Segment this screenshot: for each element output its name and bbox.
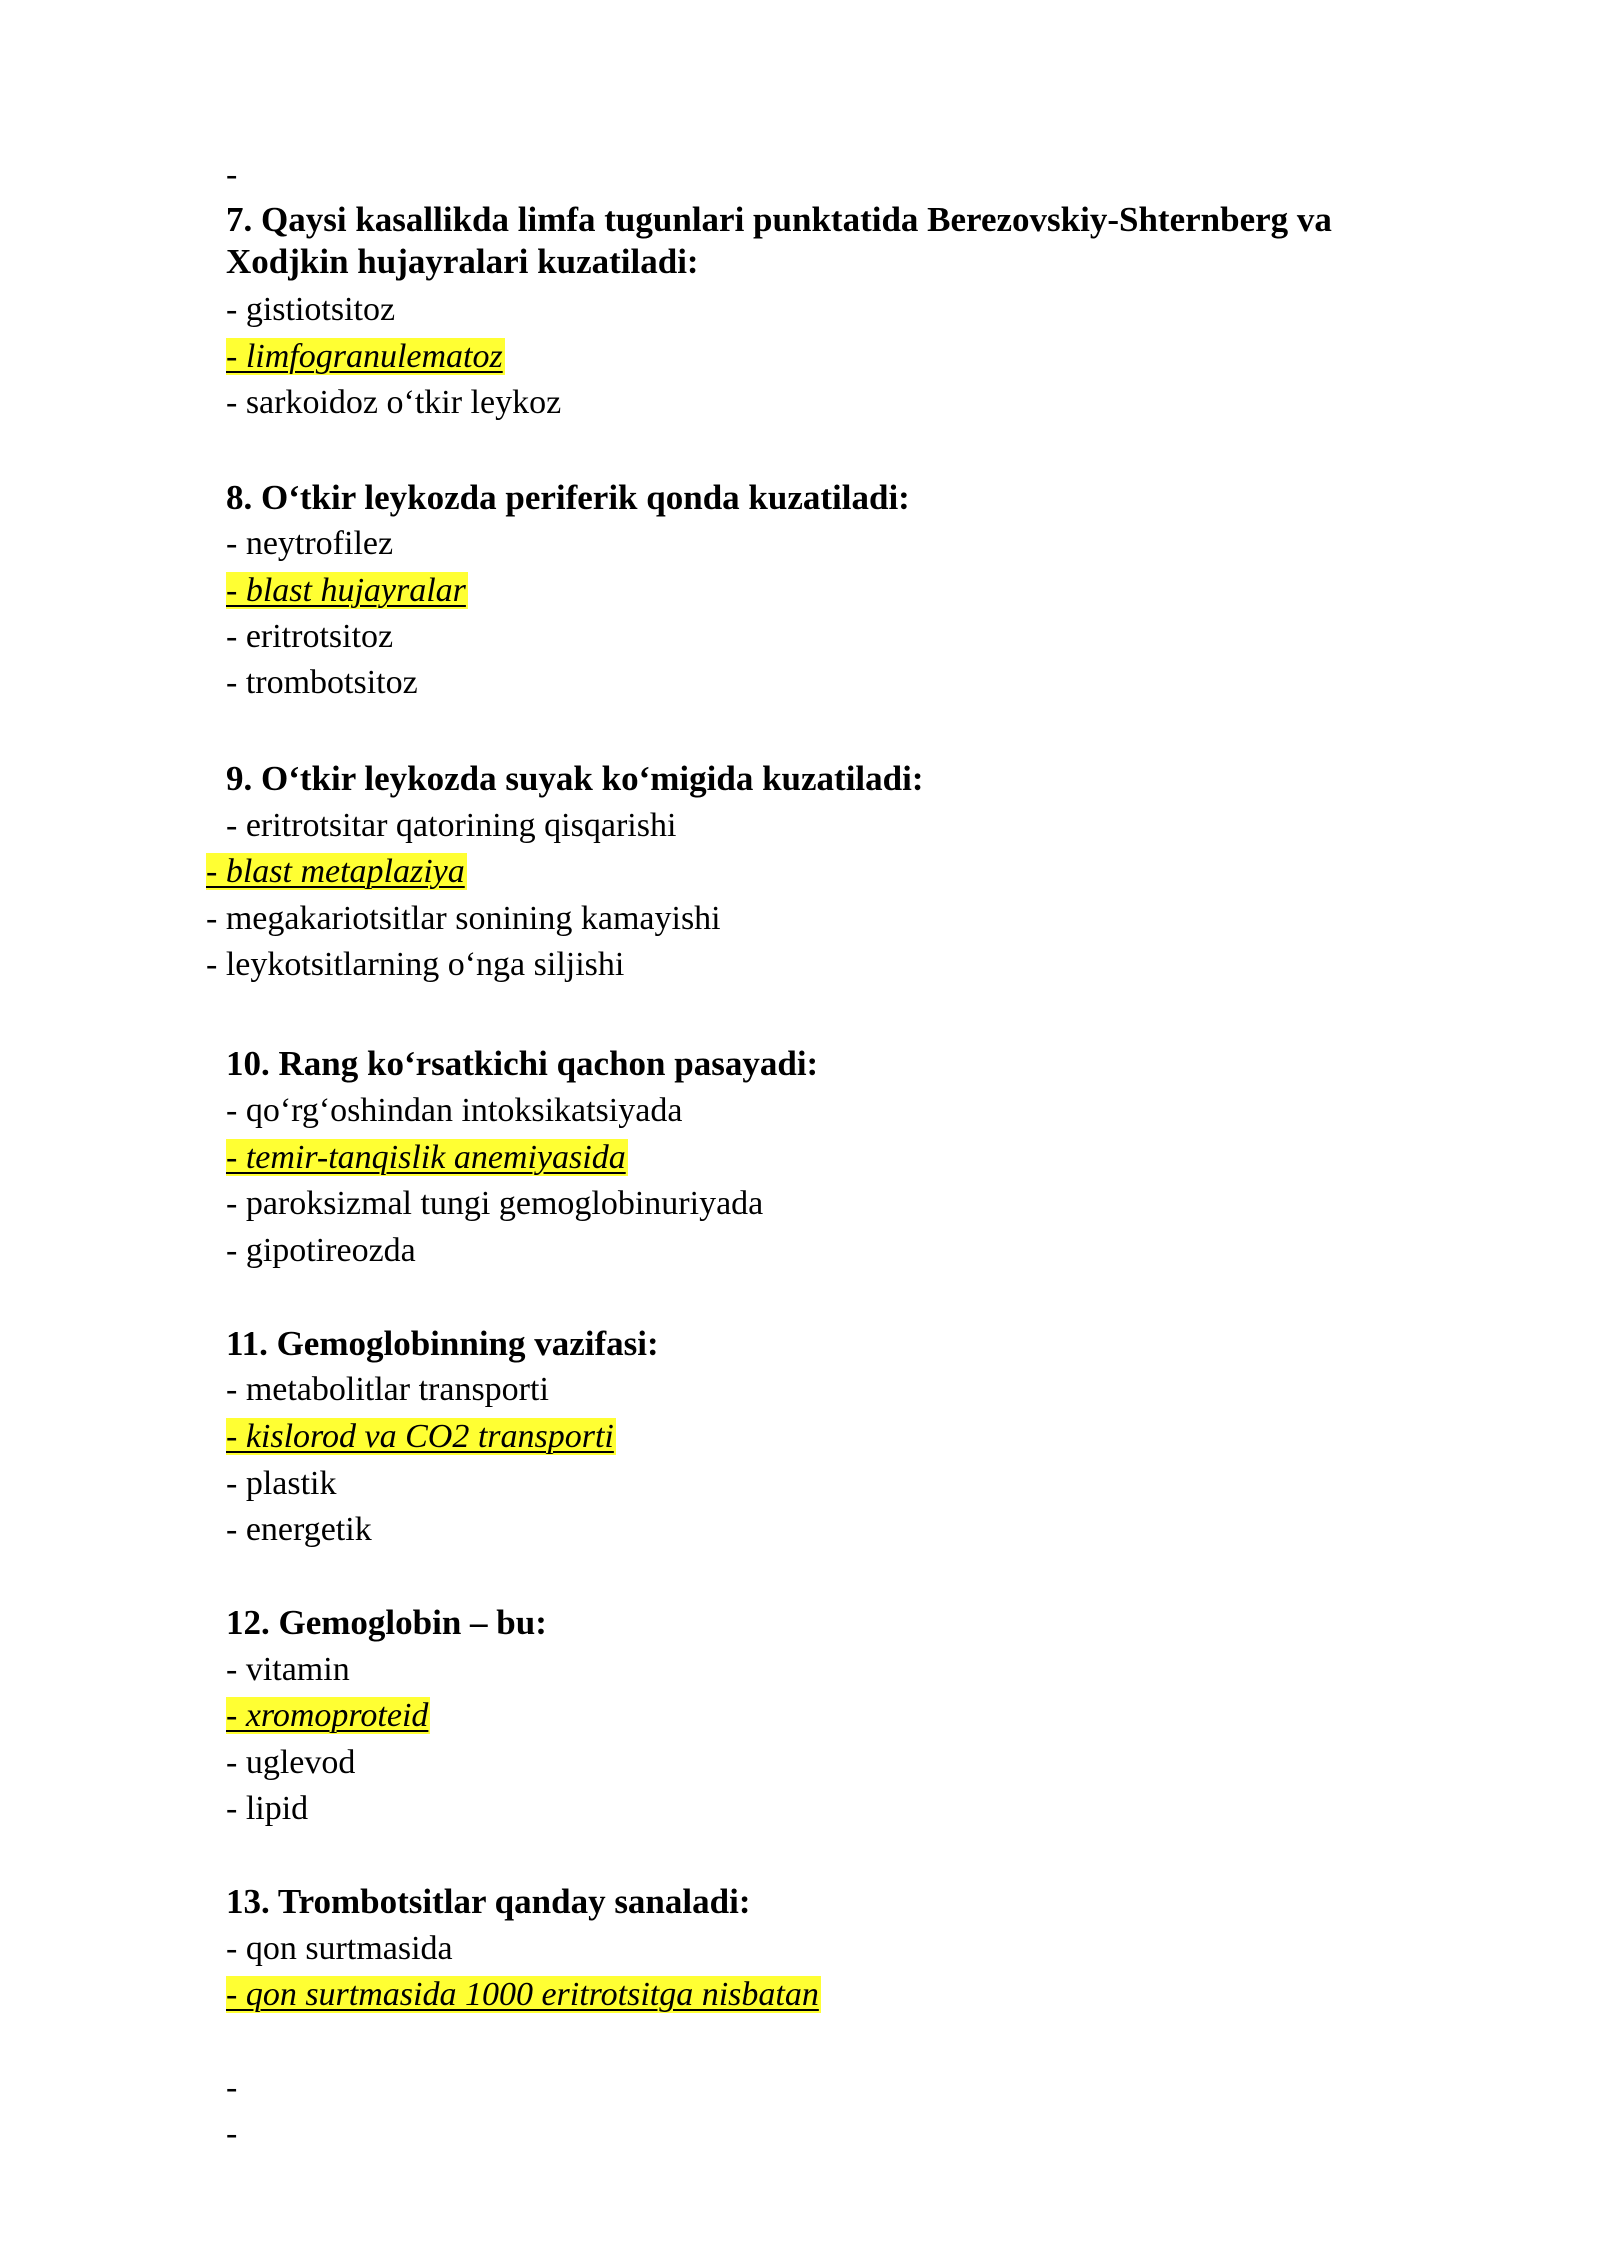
answer-option: [226, 521, 393, 567]
answer-option-correct: [226, 334, 505, 380]
answer-option: [226, 287, 395, 333]
option-text: - vitamin: [226, 1651, 350, 1688]
answer-option-correct: [226, 1414, 616, 1460]
option-text: -: [226, 156, 238, 193]
answer-option: [226, 660, 418, 706]
answer-option: [226, 1647, 350, 1693]
option-text: - metabolitlar transporti: [226, 1371, 549, 1408]
answer-option: [226, 614, 393, 660]
answer-option: [226, 152, 237, 198]
highlighted-answer-text: - blast metaplaziya: [206, 853, 465, 890]
highlighted-answer-text: - qon surtmasida 1000 eritrotsitga nisbatan: [226, 1976, 819, 2013]
option-text: - qo‘rg‘oshindan intoksikatsiyada: [226, 1092, 683, 1129]
option-text: - qon surtmasida: [226, 1930, 453, 1967]
question-heading: [226, 1600, 547, 1646]
answer-option: [226, 1367, 549, 1413]
option-text: -: [226, 2069, 238, 2106]
option-text: -: [226, 2115, 238, 2152]
highlighted-answer-text: - kislorod va CO2 transporti: [226, 1418, 614, 1455]
answer-option: [226, 2111, 237, 2157]
option-text: - eritrotsitoz: [226, 618, 394, 655]
answer-option-correct: [226, 1693, 430, 1739]
option-text: - uglevod: [226, 1744, 356, 1781]
question-heading: [226, 197, 1332, 243]
answer-option: [226, 1181, 763, 1227]
option-text: - gipotireozda: [226, 1232, 416, 1269]
highlighted-answer-text: - blast hujayralar: [226, 572, 466, 609]
option-text: - megakariotsitlar sonining kamayishi: [206, 900, 721, 937]
answer-option: [226, 1228, 416, 1274]
question-text: 10. Rang ko‘rsatkichi qachon pasayadi:: [226, 1044, 819, 1083]
answer-option: [226, 1926, 453, 1972]
option-text: - energetik: [226, 1511, 372, 1548]
answer-option-correct: [226, 1135, 628, 1181]
answer-option: [206, 942, 624, 988]
answer-option: [226, 803, 676, 849]
question-heading: [226, 1041, 818, 1087]
answer-option: [226, 380, 561, 426]
answer-option: [226, 2065, 237, 2111]
option-text: - neytrofilez: [226, 525, 394, 562]
option-text: - leykotsitlarning o‘nga siljishi: [206, 946, 625, 983]
option-text: - plastik: [226, 1465, 337, 1502]
answer-option-correct: [206, 849, 467, 895]
answer-option: [206, 896, 721, 942]
question-heading: [226, 239, 699, 285]
question-heading: [226, 1879, 750, 1925]
answer-option: [226, 1088, 682, 1134]
question-text: 9. O‘tkir leykozda suyak ko‘migida kuzatiladi:: [226, 759, 924, 798]
answer-option-correct: [226, 568, 468, 614]
highlighted-answer-text: - limfogranulematoz: [226, 338, 503, 375]
option-text: - sarkoidoz o‘tkir leykoz: [226, 384, 562, 421]
answer-option: [226, 1461, 336, 1507]
question-text: 11. Gemoglobinning vazifasi:: [226, 1324, 659, 1363]
highlighted-answer-text: - temir-tanqislik anemiyasida: [226, 1139, 626, 1176]
answer-option: [226, 1786, 308, 1832]
question-text: Xodjkin hujayralari kuzatiladi:: [226, 242, 699, 281]
question-text: 13. Trombotsitlar qanday sanaladi:: [226, 1882, 751, 1921]
question-heading: [226, 1321, 659, 1367]
question-text: 7. Qaysi kasallikda limfa tugunlari punktatida Berezovskiy-Shternberg va: [226, 200, 1332, 239]
option-text: - gistiotsitoz: [226, 291, 396, 328]
answer-option: [226, 1740, 355, 1786]
option-text: - lipid: [226, 1790, 309, 1827]
answer-option-correct: [226, 1972, 821, 2018]
question-text: 12. Gemoglobin – bu:: [226, 1603, 547, 1642]
answer-option: [226, 1507, 372, 1553]
highlighted-answer-text: - xromoproteid: [226, 1697, 429, 1734]
question-heading: [226, 475, 910, 521]
option-text: - eritrotsitar qatorining qisqarishi: [226, 807, 677, 844]
question-text: 8. O‘tkir leykozda periferik qonda kuzatiladi:: [226, 478, 910, 517]
option-text: - paroksizmal tungi gemoglobinuriyada: [226, 1185, 764, 1222]
option-text: - trombotsitoz: [226, 664, 418, 701]
question-heading: [226, 756, 924, 802]
